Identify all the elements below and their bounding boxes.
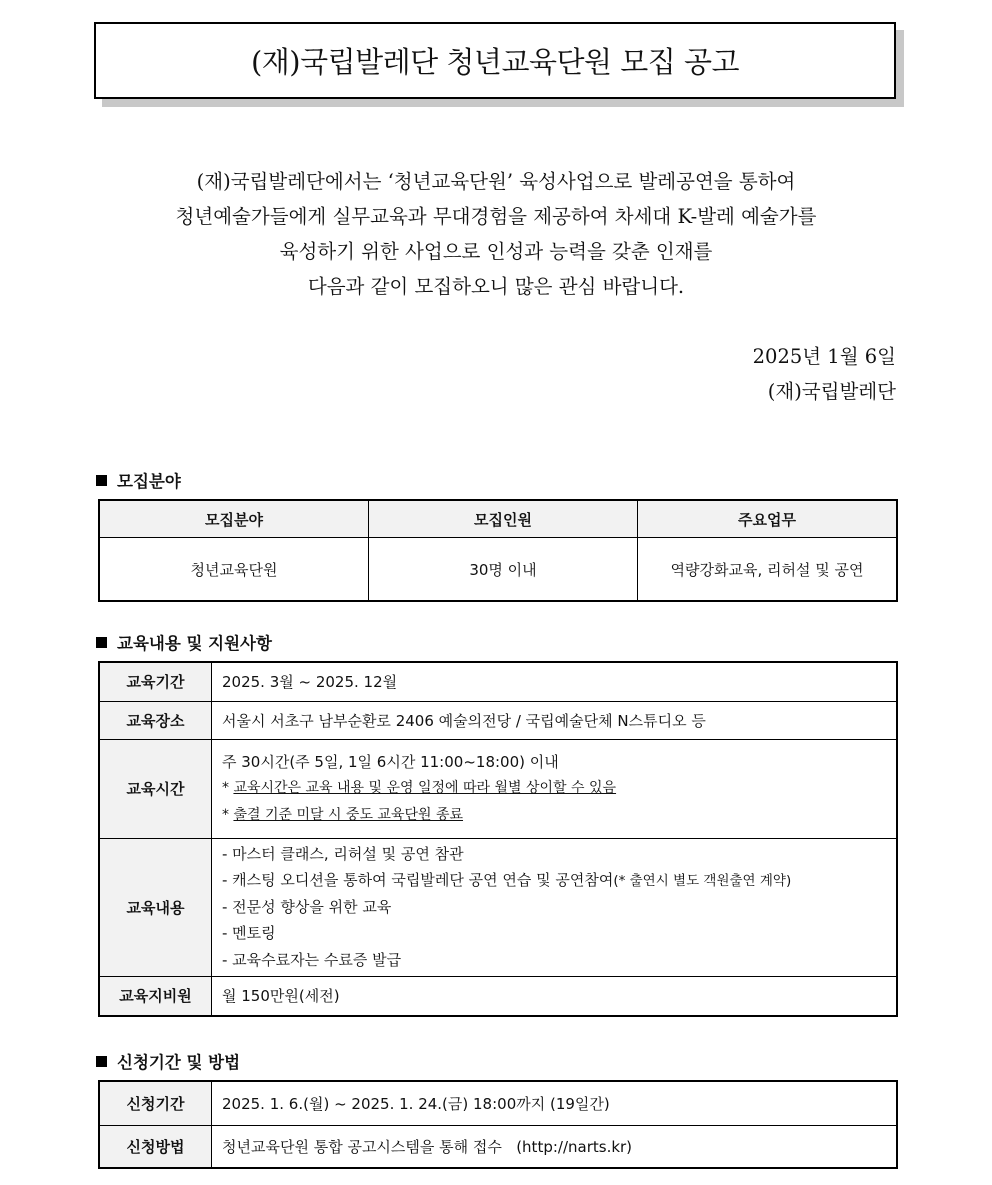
note-text: 출결 기준 미달 시 중도 교육단원 종료 (233, 806, 464, 823)
section-heading-education (96, 630, 272, 654)
table-row (99, 838, 897, 976)
table-cell: 역량강화교육, 리허설 및 공연 (638, 538, 898, 602)
row-label: 교육시간 (99, 739, 212, 838)
row-value (212, 838, 898, 976)
row-value: 청년교육단원 통합 공고시스템을 통해 접수 (http://narts.kr) (212, 1125, 898, 1168)
row-value: 월 150만원(세전) (212, 976, 898, 1016)
row-label: 교육내용 (99, 838, 212, 976)
time-note (222, 775, 896, 802)
title-box (94, 22, 896, 99)
time-main: 주 30시간(주 5일, 1일 6시간 11:00~18:00) 이내 (222, 752, 559, 771)
time-note (222, 802, 896, 829)
list-item-text: - 캐스팅 오디션을 통하여 국립발레단 공연 연습 및 공연참여 (222, 871, 614, 890)
table-row (99, 662, 897, 701)
square-bullet-icon (96, 637, 107, 648)
table-cell: 청년교육단원 (99, 538, 369, 602)
row-value (212, 739, 898, 838)
recruit-table (98, 499, 898, 602)
row-label: 교육기간 (99, 662, 212, 701)
table-cell: 30명 이내 (369, 538, 638, 602)
section-heading-recruit (96, 468, 181, 492)
education-table (98, 661, 898, 1017)
intro-line: 육성하기 위한 사업으로 인성과 능력을 갖춘 인재를 (279, 240, 713, 263)
table-row (99, 1125, 897, 1168)
table-row (99, 701, 897, 739)
note-asterisk: * (222, 780, 234, 797)
intro-line: (재)국립발레단에서는 ‘청년교육단원’ 육성사업으로 발레공연을 통하여 (196, 170, 796, 193)
section-heading-text: 교육내용 및 지원사항 (117, 634, 272, 653)
table-row (99, 538, 897, 602)
title-banner (94, 22, 896, 99)
table-header: 모집인원 (369, 500, 638, 538)
page-title: (재)국립발레단 청년교육단원 모집 공고 (250, 45, 739, 79)
intro-line: 다음과 같이 모집하오니 많은 관심 바랍니다. (307, 275, 685, 298)
organization-name: (재)국립발레단 (767, 380, 896, 403)
table-header-row (99, 500, 897, 538)
list-item (222, 867, 896, 894)
row-label: 교육지비원 (99, 976, 212, 1016)
row-value: 서울시 서초구 남부순환로 2406 예술의전당 / 국립예술단체 N스튜디오 등 (212, 701, 898, 739)
table-header: 모집분야 (99, 500, 369, 538)
row-label: 신청방법 (99, 1125, 212, 1168)
table-header: 주요업무 (638, 500, 898, 538)
row-value: 2025. 3월 ~ 2025. 12월 (212, 662, 898, 701)
application-table (98, 1080, 898, 1169)
table-row (99, 739, 897, 838)
intro-line: 청년예술가들에게 실무교육과 무대경험을 제공하여 차세대 K-발레 예술가를 (175, 205, 817, 228)
announcement-date: 2025년 1월 6일 (752, 345, 896, 368)
row-label: 교육장소 (99, 701, 212, 739)
note-text: 교육시간은 교육 내용 및 운영 일정에 따라 월별 상이할 수 있음 (233, 780, 617, 797)
section-heading-text: 신청기간 및 방법 (117, 1053, 241, 1072)
row-label: 신청기간 (99, 1081, 212, 1125)
square-bullet-icon (96, 1056, 107, 1067)
table-row (99, 976, 897, 1016)
row-value: 2025. 1. 6.(월) ~ 2025. 1. 24.(금) 18:00까지 (19일간) (212, 1081, 898, 1125)
section-heading-application (96, 1049, 240, 1073)
table-row (99, 1081, 897, 1125)
list-item: - 교육수료자는 수료증 발급 (222, 950, 402, 969)
section-heading-text: 모집분야 (117, 472, 181, 491)
list-item: - 멘토링 (222, 924, 276, 943)
intro-paragraph (0, 164, 992, 304)
list-item: - 전문성 향상을 위한 교육 (222, 897, 392, 916)
list-item-note: (* 출연시 별도 객원출연 계약) (613, 873, 792, 890)
square-bullet-icon (96, 475, 107, 486)
note-asterisk: * (222, 806, 234, 823)
list-item: - 마스터 클래스, 리허설 및 공연 참관 (222, 844, 464, 863)
